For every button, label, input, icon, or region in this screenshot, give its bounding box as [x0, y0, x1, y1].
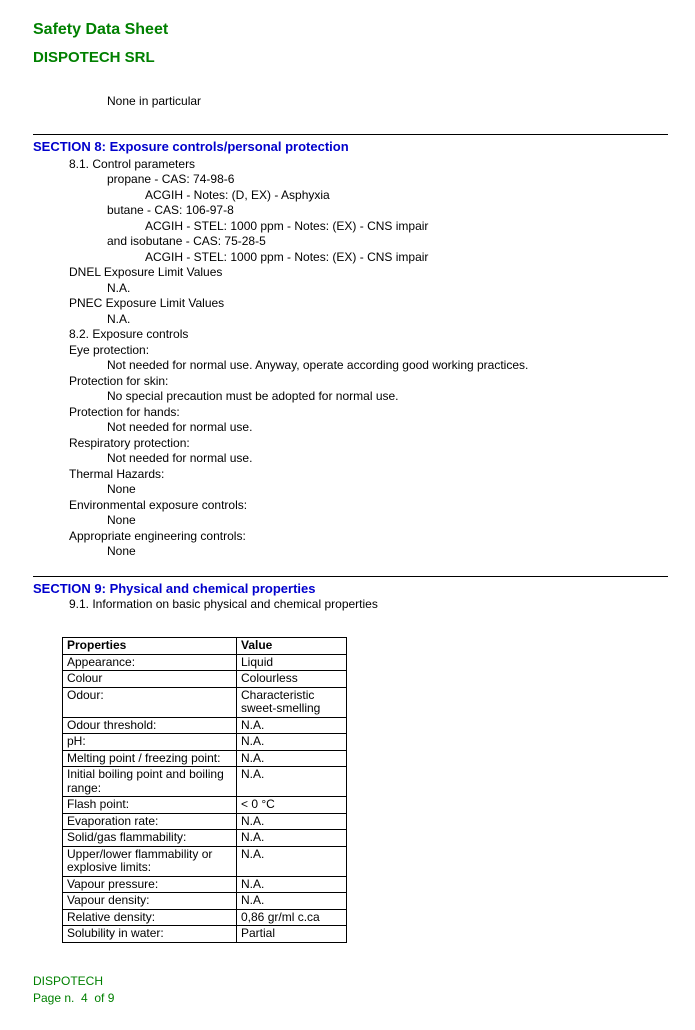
table-row: [63, 813, 347, 830]
intro-note: None in particular: [107, 94, 202, 108]
section8-line: Protection for skin:: [69, 373, 169, 388]
table-row: [63, 926, 347, 943]
section8-line: Not needed for normal use.: [107, 420, 253, 434]
table-row: [63, 750, 347, 767]
section8-divider: [33, 134, 668, 135]
section8-line: ACGIH - STEL: 1000 ppm - Notes: (EX) - CNS impair: [145, 218, 429, 233]
section8-line: Thermal Hazards:: [69, 466, 165, 481]
property-cell: Odour threshold:: [63, 717, 237, 734]
section8-line: and isobutane - CAS: 75-28-5: [107, 234, 266, 248]
property-cell: Solid/gas flammability:: [63, 830, 237, 847]
value-cell: N.A.: [237, 893, 347, 910]
value-cell: N.A.: [237, 717, 347, 734]
value-cell: N.A.: [237, 846, 347, 876]
section8-line: propane - CAS: 74-98-6: [107, 172, 235, 186]
doc-title: Safety Data Sheet: [33, 21, 169, 38]
value-cell: N.A.: [237, 813, 347, 830]
section8-line: Not needed for normal use. Anyway, operate according good working practices.: [107, 358, 529, 372]
section9-title: SECTION 9: Physical and chemical properties: [33, 580, 316, 596]
section8-line: Respiratory protection:: [69, 435, 190, 450]
properties-table: [62, 637, 347, 943]
section8-line: ACGIH - STEL: 1000 ppm - Notes: (EX) - CNS impair: [145, 249, 429, 264]
footer-page: Page n. 4 of 9: [33, 990, 115, 1005]
table-row: [63, 893, 347, 910]
section8-body: [33, 157, 665, 560]
property-cell: Appearance:: [63, 654, 237, 671]
property-cell: Odour:: [63, 687, 237, 717]
section8-line: 8.2. Exposure controls: [69, 327, 189, 341]
section8-line: butane - CAS: 106-97-8: [107, 203, 234, 217]
section8-line: None: [107, 544, 136, 558]
value-cell: Liquid: [237, 654, 347, 671]
section8-line: Protection for hands:: [69, 404, 180, 419]
property-cell: Relative density:: [63, 909, 237, 926]
value-cell: N.A.: [237, 876, 347, 893]
properties-header-cell: Properties: [63, 638, 237, 655]
table-header-row: [63, 638, 347, 655]
section8-line: Environmental exposure controls:: [69, 497, 248, 512]
table-body: [63, 654, 347, 942]
property-cell: Flash point:: [63, 797, 237, 814]
property-cell: Initial boiling point and boiling range:: [63, 767, 237, 797]
property-cell: Vapour pressure:: [63, 876, 237, 893]
property-cell: Evaporation rate:: [63, 813, 237, 830]
section8-line: None: [107, 513, 136, 527]
value-cell: N.A.: [237, 750, 347, 767]
section8-line: None: [107, 482, 136, 496]
table-row: [63, 797, 347, 814]
property-cell: pH:: [63, 734, 237, 751]
doc-company: DISPOTECH SRL: [33, 49, 155, 66]
table-row: [63, 767, 347, 797]
property-cell: Colour: [63, 671, 237, 688]
property-cell: Solubility in water:: [63, 926, 237, 943]
value-cell: N.A.: [237, 830, 347, 847]
value-header-cell: Value: [237, 638, 347, 655]
table-row: [63, 687, 347, 717]
value-cell: Partial: [237, 926, 347, 943]
value-cell: N.A.: [237, 767, 347, 797]
value-cell: Characteristic sweet-smelling: [237, 687, 347, 717]
value-cell: 0,86 gr/ml c.ca: [237, 909, 347, 926]
table-row: [63, 876, 347, 893]
table-row: [63, 734, 347, 751]
table-row: [63, 717, 347, 734]
value-cell: N.A.: [237, 734, 347, 751]
section8-line: N.A.: [107, 311, 131, 326]
property-cell: Vapour density:: [63, 893, 237, 910]
section8-line: PNEC Exposure Limit Values: [69, 296, 225, 310]
table-row: [63, 671, 347, 688]
section8-line: ACGIH - Notes: (D, EX) - Asphyxia: [145, 187, 330, 202]
section8-line: No special precaution must be adopted for normal use.: [107, 389, 399, 403]
section8-line: Appropriate engineering controls:: [69, 528, 246, 543]
section8-title: SECTION 8: Exposure controls/personal protection: [33, 138, 349, 154]
property-cell: Upper/lower flammability or explosive limits:: [63, 846, 237, 876]
section8-line: 8.1. Control parameters: [69, 156, 196, 171]
section8-line: N.A.: [107, 280, 131, 295]
section9-subtitle: 9.1. Information on basic physical and chemical properties: [69, 596, 378, 611]
footer: [33, 973, 665, 1007]
table-row: [63, 654, 347, 671]
value-cell: < 0 °C: [237, 797, 347, 814]
section9-divider: [33, 576, 668, 577]
table-row: [63, 830, 347, 847]
table-row: [63, 909, 347, 926]
section8-line: Eye protection:: [69, 342, 150, 357]
section8-line: Not needed for normal use.: [107, 451, 253, 465]
section8-line: DNEL Exposure Limit Values: [69, 265, 223, 279]
value-cell: Colourless: [237, 671, 347, 688]
property-cell: Melting point / freezing point:: [63, 750, 237, 767]
table-row: [63, 846, 347, 876]
footer-company: DISPOTECH: [33, 973, 104, 988]
